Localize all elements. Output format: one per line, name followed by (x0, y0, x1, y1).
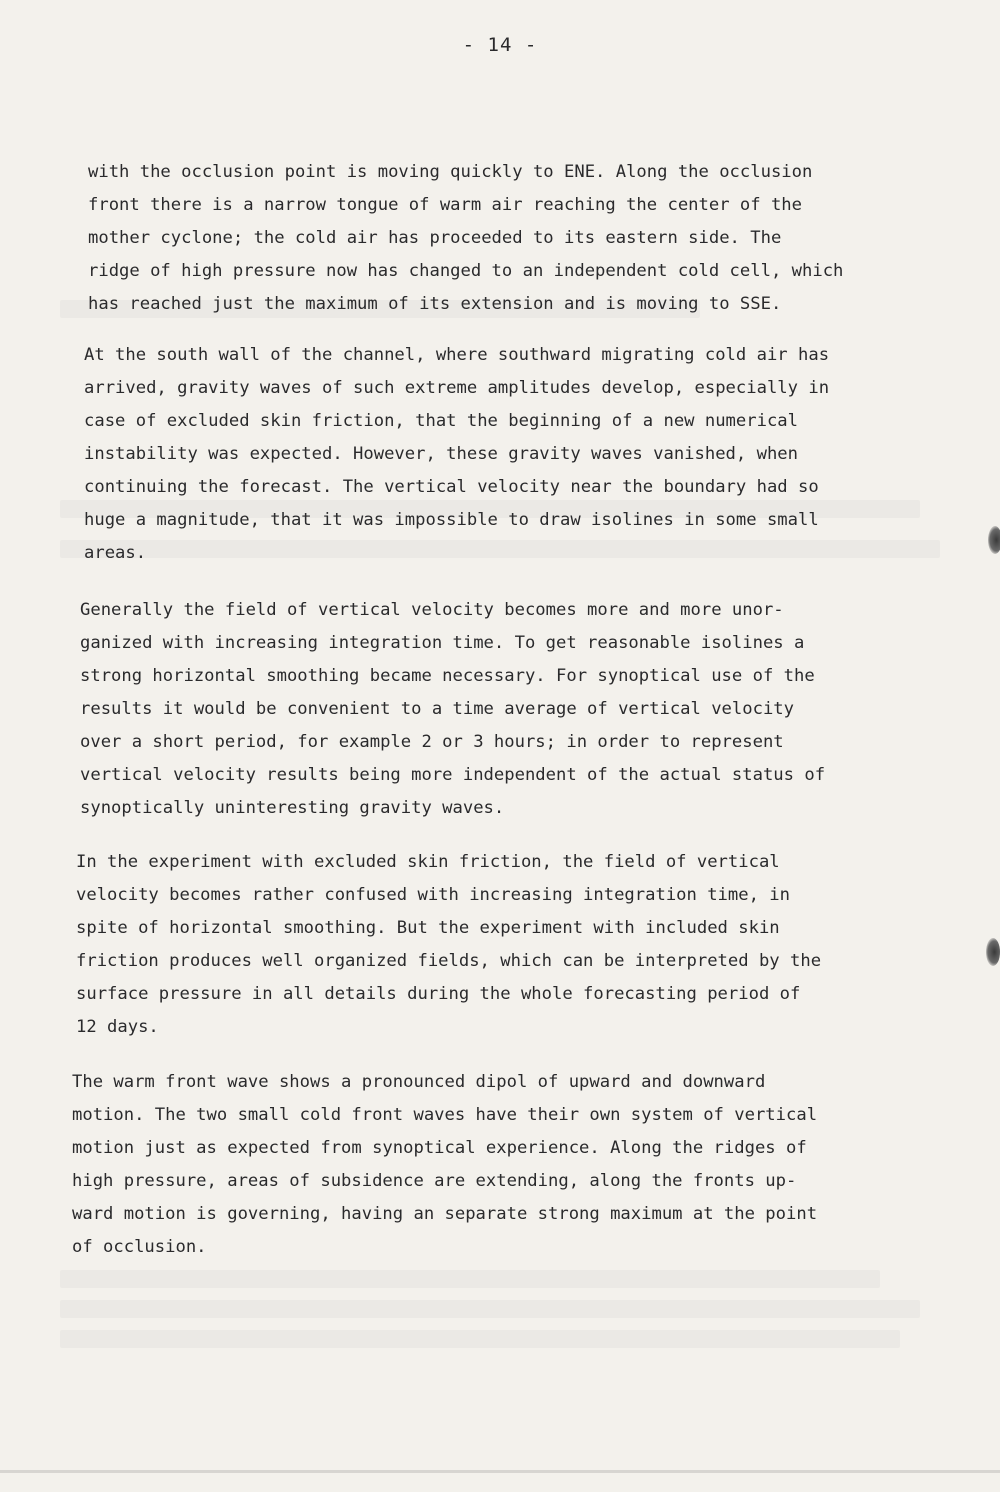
text-line: synoptically uninteresting gravity waves. (80, 798, 505, 818)
text-line: motion. The two small cold front waves have their own system of vertical (72, 1105, 818, 1125)
text-line: Generally the field of vertical velocity becomes more and more unor- (80, 600, 784, 620)
text-line: The warm front wave shows a pronounced dipol of upward and downward (72, 1072, 766, 1092)
text-line: strong horizontal smoothing became necessary. For synoptical use of the (80, 666, 815, 686)
text-line: continuing the forecast. The vertical velocity near the boundary had so (84, 477, 819, 497)
paragraph-skin-friction (76, 846, 821, 1044)
paragraph-occlusion (88, 156, 843, 321)
text-line: areas. (84, 543, 147, 563)
bleed-through-line (60, 1300, 920, 1318)
text-line: results it would be convenient to a time average of vertical velocity (80, 699, 794, 719)
text-line: 12 days. (76, 1017, 159, 1037)
text-line: surface pressure in all details during the whole forecasting period of (76, 984, 801, 1004)
text-line: of occlusion. (72, 1237, 207, 1257)
paper-edge (0, 1470, 1000, 1473)
punch-hole (988, 526, 1000, 554)
text-line: In the experiment with excluded skin friction, the field of vertical (76, 852, 780, 872)
text-line: spite of horizontal smoothing. But the experiment with included skin (76, 918, 780, 938)
text-line: case of excluded skin friction, that the beginning of a new numerical (84, 411, 798, 431)
bleed-through-line (60, 1330, 900, 1348)
text-line: motion just as expected from synoptical experience. Along the ridges of (72, 1138, 807, 1158)
text-line: over a short period, for example 2 or 3 hours; in order to represent (80, 732, 784, 752)
text-line: friction produces well organized fields, which can be interpreted by the (76, 951, 822, 971)
page-number: - 14 - (462, 34, 538, 56)
text-line: has reached just the maximum of its extension and is moving to SSE. (88, 294, 782, 314)
text-line: high pressure, areas of subsidence are extending, along the fronts up- (72, 1171, 797, 1191)
punch-hole (986, 938, 1000, 966)
text-line: mother cyclone; the cold air has proceeded to its eastern side. The (88, 228, 782, 248)
text-line: velocity becomes rather confused with increasing integration time, in (76, 885, 790, 905)
text-line: arrived, gravity waves of such extreme amplitudes develop, especially in (84, 378, 830, 398)
paragraph-gravity-waves (84, 339, 829, 570)
text-line: front there is a narrow tongue of warm air reaching the center of the (88, 195, 802, 215)
text-line: vertical velocity results being more independent of the actual status of (80, 765, 826, 785)
text-line: ridge of high pressure now has changed to an independent cold cell, which (88, 261, 844, 281)
text-line: ganized with increasing integration time. To get reasonable isolines a (80, 633, 805, 653)
text-line: with the occlusion point is moving quickly to ENE. Along the occlusion (88, 162, 813, 182)
text-line: ward motion is governing, having an separate strong maximum at the point (72, 1204, 818, 1224)
paragraph-warm-front (72, 1066, 817, 1264)
text-line: huge a magnitude, that it was impossible to draw isolines in some small (84, 510, 819, 530)
text-line: instability was expected. However, these gravity waves vanished, when (84, 444, 798, 464)
paragraph-vertical-velocity (80, 594, 825, 825)
text-line: At the south wall of the channel, where southward migrating cold air has (84, 345, 830, 365)
bleed-through-line (60, 1270, 880, 1288)
